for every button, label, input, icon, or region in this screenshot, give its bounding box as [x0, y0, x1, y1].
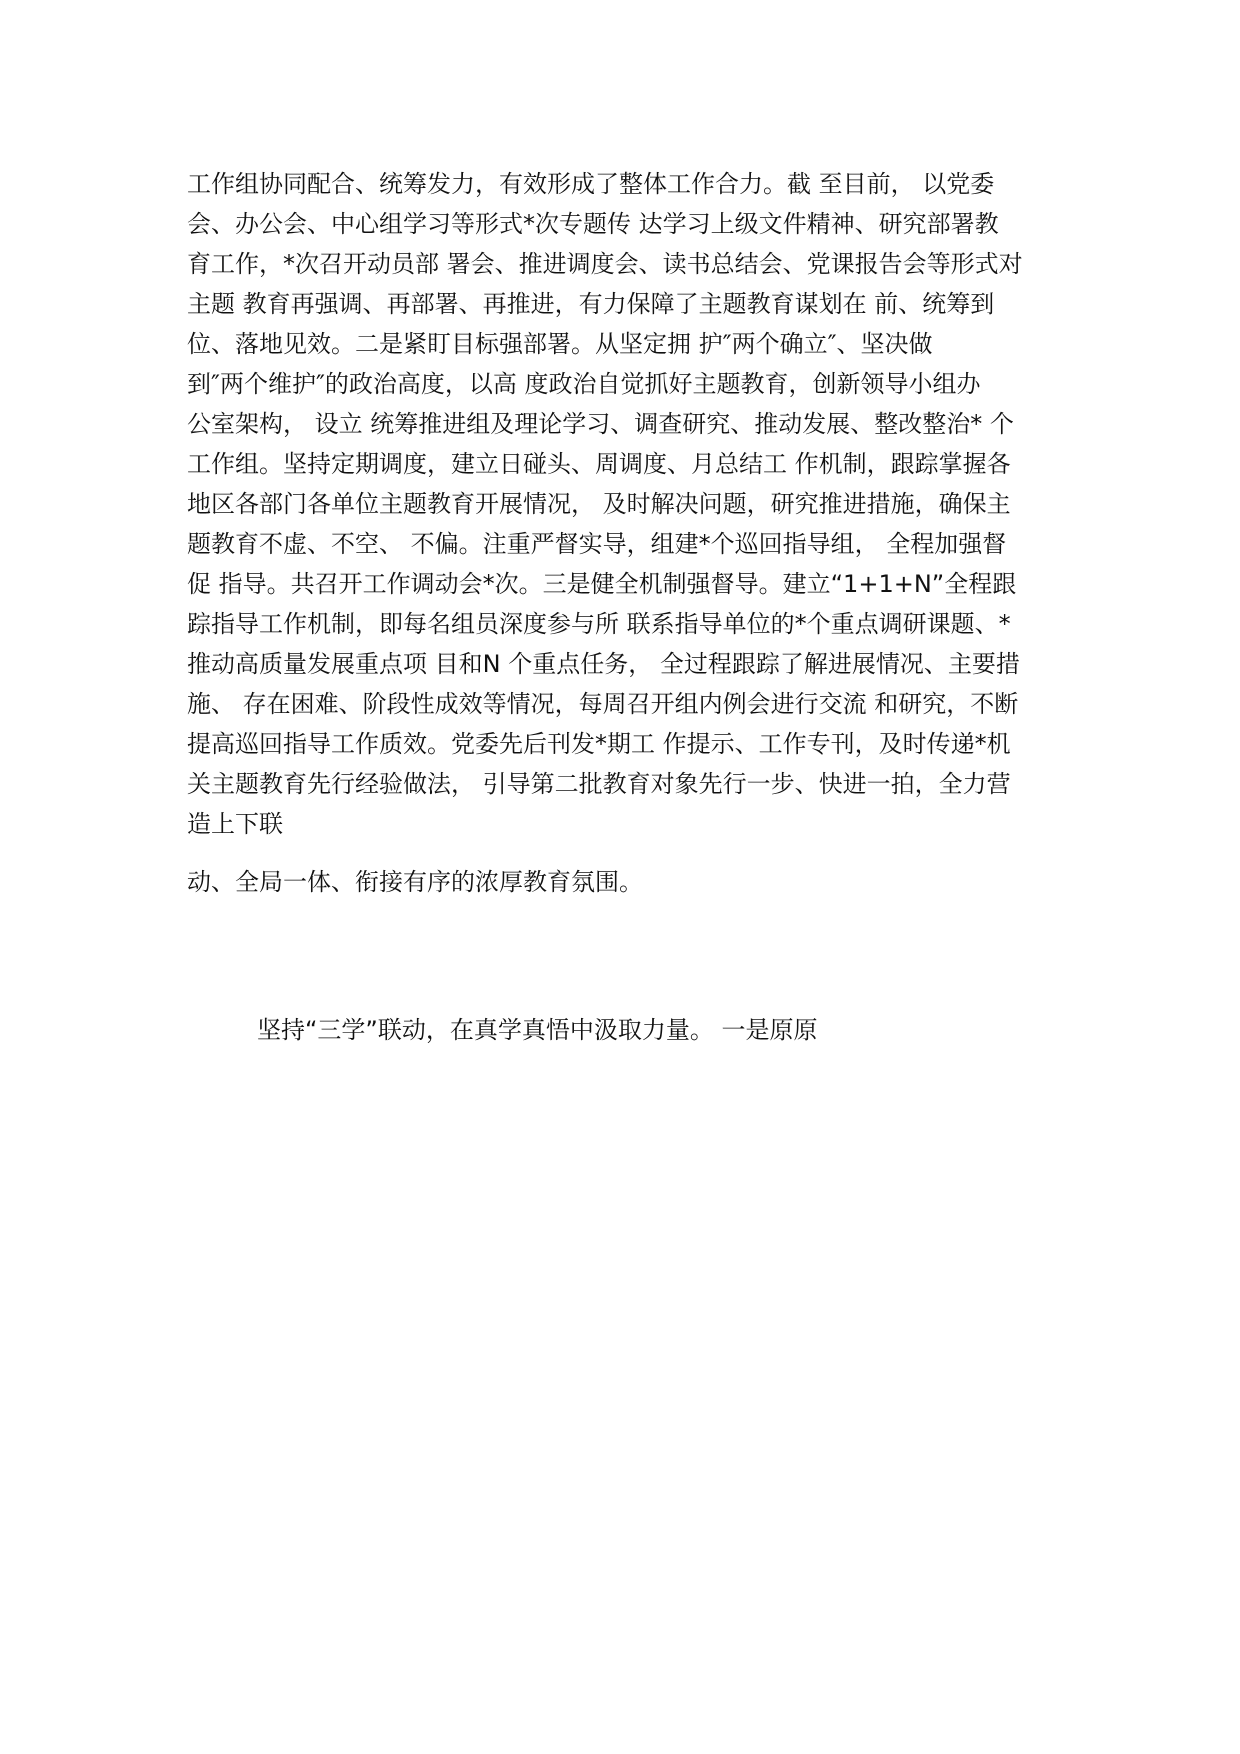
paragraph-line: 地区各部门各单位主题教育开展情况， 及时解决问题，研究推进措施，确保主	[187, 490, 1011, 518]
paragraph-line: 工作组。坚持定期调度，建立日碰头、周调度、月总结工 作机制，跟踪掌握各	[187, 450, 1011, 478]
paragraph-line: 题教育不虚、不空、 不偏。注重严督实导，组建*个巡回指导组， 全程加强督	[187, 530, 1007, 558]
paragraph-line: 育工作，*次召开动员部 署会、推进调度会、读书总结会、党课报告会等形式对	[187, 250, 1023, 278]
paragraph-line: 推动高质量发展重点项 目和N 个重点任务， 全过程跟踪了解进展情况、主要措	[187, 650, 1020, 678]
paragraph-line: 踪指导工作机制，即每名组员深度参与所 联系指导单位的*个重点调研课题、*	[187, 610, 1011, 638]
paragraph-line: 到″两个维护″的政治高度，以高 度政治自觉抓好主题教育，创新领导小组办	[187, 370, 981, 398]
paragraph-line: 工作组协同配合、统筹发力，有效形成了整体工作合力。截 至目前， 以党委	[187, 170, 995, 198]
paragraph-line: 促 指导。共召开工作调动会*次。三是健全机制强督导。建立“1+1+N”全程跟	[187, 570, 1017, 598]
paragraph-line: 主题 教育再强调、再部署、再推进，有力保障了主题教育谋划在 前、统筹到	[187, 290, 995, 318]
paragraph-line: 施、 存在困难、阶段性成效等情况，每周召开组内例会进行交流 和研究，不断	[187, 690, 1019, 718]
paragraph-continuation: 动、全局一体、衔接有序的浓厚教育氛围。	[187, 868, 643, 896]
paragraph-line: 提高巡回指导工作质效。党委先后刊发*期工 作提示、工作专刊，及时传递*机	[187, 730, 1011, 758]
paragraph-line: 造上下联	[187, 810, 283, 838]
paragraph-line: 位、落地见效。二是紧盯目标强部署。从坚定拥 护″两个确立″、坚决做	[187, 330, 933, 358]
paragraph-line: 公室架构， 设立 统筹推进组及理论学习、调查研究、推动发展、整改整治* 个	[187, 410, 1014, 438]
section-heading: 坚持“三学”联动，在真学真悟中汲取力量。 一是原原	[257, 1016, 818, 1044]
paragraph-line: 关主题教育先行经验做法， 引导第二批教育对象先行一步、快进一拍，全力营	[187, 770, 1011, 798]
paragraph-line: 会、办公会、中心组学习等形式*次专题传 达学习上级文件精神、研究部署教	[187, 210, 999, 238]
